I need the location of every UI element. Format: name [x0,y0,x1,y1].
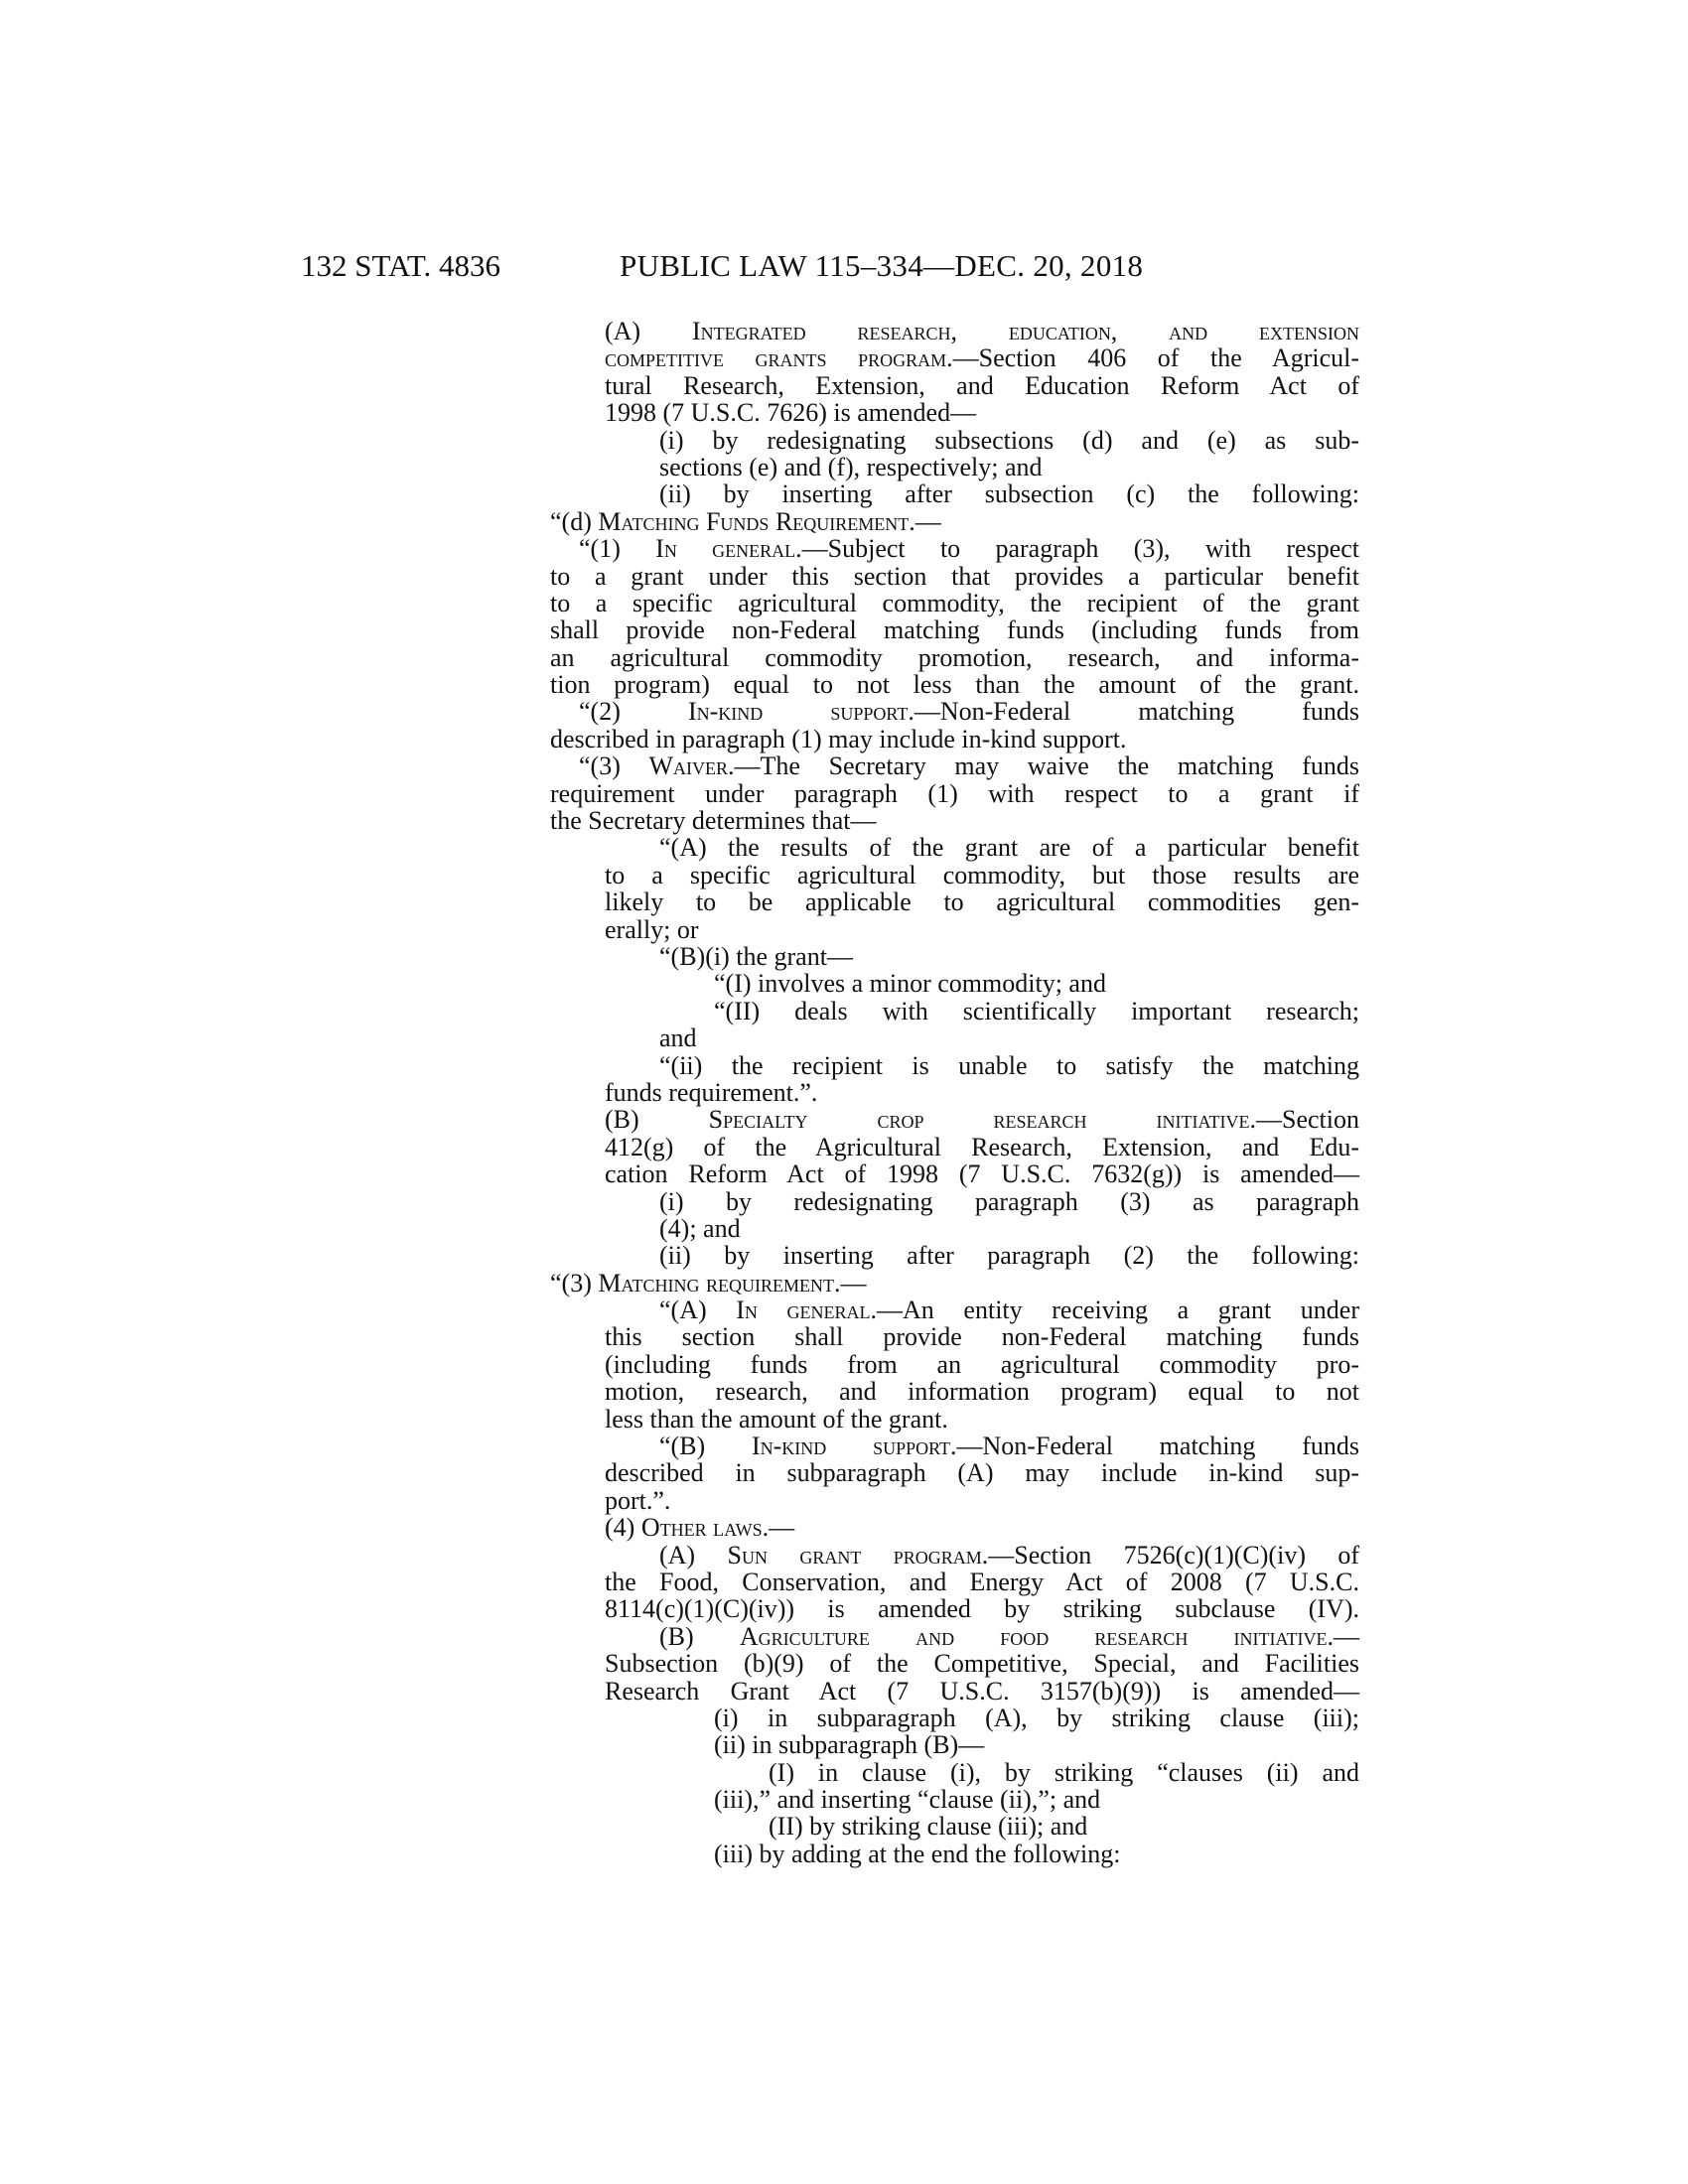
text-line: “(B) In-kind support.—Non-Federal matching funds [659,1432,1359,1461]
text-line: (i) by redesignating subsections (d) and (e) as sub- [659,425,1359,455]
text-line: “(I) involves a minor commodity; and [714,969,1106,999]
small-caps-heading: Specialty crop research initiative.— [708,1105,1282,1135]
text-line: (ii) in subparagraph (B)— [714,1730,985,1760]
text-line: likely to be applicable to agricultural commodities gen- [605,887,1359,917]
text-line: an agricultural commodity promotion, research, and informa- [550,642,1359,672]
text-line: (II) by striking clause (iii); and [769,1812,1088,1842]
text-line: port.”. [605,1485,671,1515]
small-caps-heading: In-kind support. [687,697,914,727]
small-caps-heading: Matching requirement. [598,1268,841,1297]
text-line: described in paragraph (1) may include in-kind support. [550,724,1127,753]
text-line: 412(g) of the Agricultural Research, Extension, and Edu- [605,1132,1359,1161]
text-line: erally; or [605,914,699,944]
small-caps-heading: Waiver. [648,751,735,781]
text-line: (I) in clause (i), by striking “clauses (ii) and [769,1757,1359,1787]
text-line: (including funds from an agricultural commodity pro- [605,1349,1359,1379]
text-line: (B) Agriculture and food research initiative.— [659,1621,1359,1651]
small-caps-heading: Integrated research, education, and extension [691,317,1360,345]
text-line: the Food, Conservation, and Energy Act of 2008 (7 U.S.C. [605,1567,1359,1596]
text-line: shall provide non-Federal matching funds (including funds from [550,615,1359,645]
small-caps-heading: Other laws. [640,1513,770,1543]
text-line: (i) by redesignating paragraph (3) as paragraph [659,1186,1359,1216]
text-line: (ii) by inserting after paragraph (2) the following: [659,1241,1359,1271]
text-line: and [659,1024,697,1053]
text-line: Subsection (b)(9) of the Competitive, Special, and Facilities [605,1649,1359,1679]
text-line: “(1) In general.—Subject to paragraph (3), with respect [579,534,1359,564]
text-line: motion, research, and information program) equal to not [605,1377,1359,1407]
statute-body-text [550,318,1359,1867]
small-caps-heading: competitive grants program [605,343,947,373]
text-line: “(ii) the recipient is unable to satisfy the matching [659,1050,1359,1080]
text-line: this section shall provide non-Federal matching funds [605,1322,1359,1352]
text-line: funds requirement.”. [605,1077,818,1107]
text-line: to a specific agricultural commodity, but those results are [605,860,1359,889]
text-line: competitive grants program.—Section 406 of the Agricul- [605,343,1359,373]
text-line: cation Reform Act of 1998 (7 U.S.C. 7632(g)) is amended— [605,1160,1359,1189]
text-line: tural Research, Extension, and Education Reform Act of [605,370,1359,400]
small-caps-heading: In general.— [655,534,828,564]
text-line: sections (e) and (f), respectively; and [659,452,1043,481]
text-line: “(2) In-kind support.—Non-Federal matching funds [579,697,1359,727]
small-caps-heading: Matching Funds Requirement.— [598,506,941,536]
text-line: “(d) Matching Funds Requirement.— [550,506,941,536]
small-caps-heading: Sun grant program. [727,1540,989,1570]
text-line: to a grant under this section that provides a particular benefit [550,561,1359,591]
text-line: (4); and [659,1213,741,1243]
text-line: (A) Integrated research, education, and extension [605,317,1360,345]
small-caps-heading: In general.— [736,1296,904,1325]
text-line: Research Grant Act (7 U.S.C. 3157(b)(9)) is amended— [605,1676,1359,1706]
text-line: requirement under paragraph (1) with respect to a grant if [550,778,1359,808]
text-line: “(3) Matching requirement.— [550,1268,867,1297]
text-line: (4) Other laws.— [605,1513,795,1543]
text-line: 8114(c)(1)(C)(iv)) is amended by striking subclause (IV). [605,1594,1359,1624]
text-line: “(3) Waiver.—The Secretary may waive the matching funds [579,751,1359,781]
text-line: described in subparagraph (A) may include in-kind sup- [605,1458,1359,1488]
text-line: (B) Specialty crop research initiative.—Section [605,1105,1359,1135]
text-line: (iii),” and inserting “clause (ii),”; and [714,1785,1101,1815]
text-line: “(A) the results of the grant are of a particular benefit [659,833,1359,863]
text-line: “(A) In general.—An entity receiving a grant under [659,1296,1359,1325]
text-line: “(II) deals with scientifically important research; [714,996,1359,1025]
text-line: tion program) equal to not less than the amount of the grant. [550,670,1359,700]
running-head-title: PUBLIC LAW 115–334—DEC. 20, 2018 [620,248,1144,283]
small-caps-heading: Agriculture and food research initiative. [739,1621,1334,1651]
text-line: less than the amount of the grant. [605,1404,948,1433]
text-line: “(B)(i) the grant— [659,941,853,971]
text-line: the Secretary determines that— [550,806,877,836]
text-line: to a specific agricultural commodity, the recipient of the grant [550,588,1359,617]
text-line: (iii) by adding at the end the following: [714,1839,1121,1868]
text-line: (ii) by inserting after subsection (c) the following: [659,479,1359,509]
text-line: 1998 (7 U.S.C. 7626) is amended— [605,398,977,428]
small-caps-heading: In-kind support. [751,1432,957,1461]
text-line: (A) Sun grant program.—Section 7526(c)(1)(C)(iv) of [659,1540,1360,1570]
text-line: (i) in subparagraph (A), by striking clause (iii); [714,1703,1359,1732]
stat-page-reference: 132 STAT. 4836 [301,248,501,283]
